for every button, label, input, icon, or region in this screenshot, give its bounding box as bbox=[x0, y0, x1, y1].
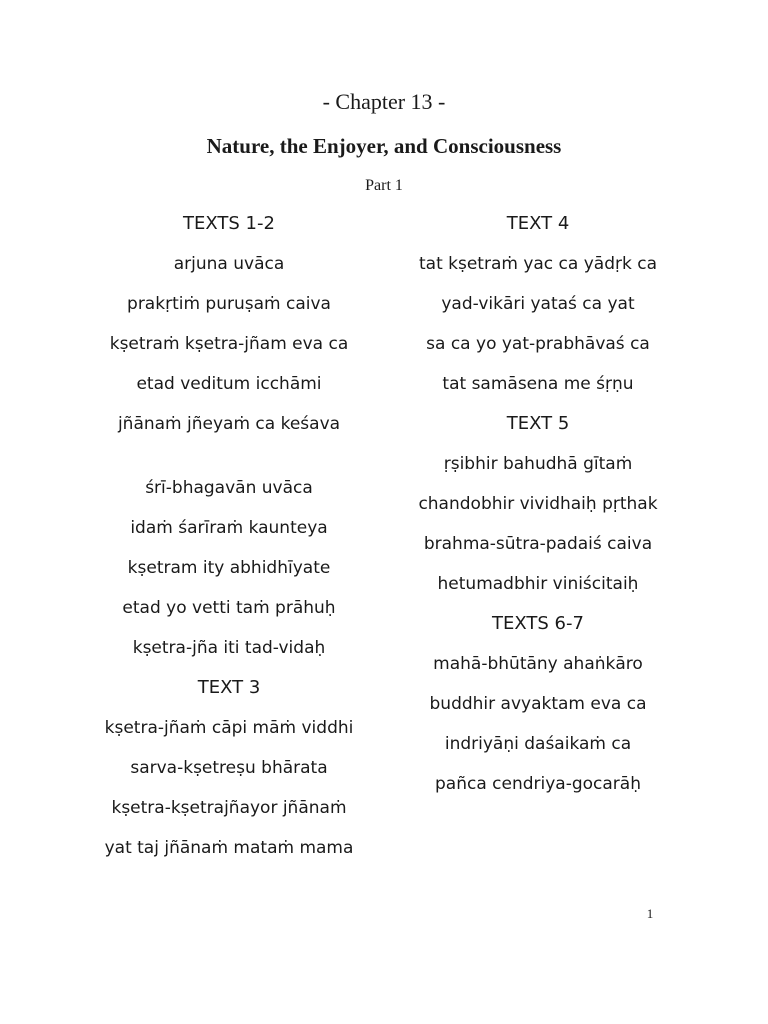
verse-line: yad-vikāri yataś ca yat bbox=[441, 294, 635, 314]
verse-line: hetumadbhir viniścitaiḥ bbox=[437, 574, 639, 594]
verse-line: etad yo vetti taṁ prāhuḥ bbox=[122, 598, 336, 618]
verse-line: kṣetraṁ kṣetra-jñam eva ca bbox=[109, 334, 349, 354]
verse-line: prakṛtiṁ puruṣaṁ caiva bbox=[127, 294, 331, 314]
verse-line: arjuna uvāca bbox=[173, 254, 285, 274]
verse-line: kṣetra-jñaṁ cāpi māṁ viddhi bbox=[104, 718, 354, 738]
verse-line: tat samāsena me śṛṇu bbox=[442, 374, 634, 394]
verse-line: yat taj jñānaṁ mataṁ mama bbox=[104, 838, 354, 858]
verse-line: brahma-sūtra-padaiś caiva bbox=[423, 534, 653, 554]
page-number: 1 bbox=[646, 906, 654, 921]
verse-line: etad veditum icchāmi bbox=[136, 374, 322, 394]
verse-line: pañca cendriya-gocarāḥ bbox=[435, 774, 641, 794]
verse-line: mahā-bhūtāny ahaṅkāro bbox=[433, 654, 643, 674]
verse-line: tat kṣetraṁ yac ca yādṛk ca bbox=[418, 254, 658, 274]
verse-line: śrī-bhagavān uvāca bbox=[145, 478, 313, 498]
right-verse-column bbox=[378, 204, 698, 804]
verse-line: sa ca yo yat-prabhāvaś ca bbox=[426, 334, 650, 354]
left-verse-column bbox=[69, 204, 389, 868]
verse-heading: TEXTS 1-2 bbox=[183, 213, 275, 234]
part-label: Part 1 bbox=[365, 177, 403, 194]
verse-heading: TEXT 3 bbox=[197, 677, 261, 698]
verse-line: idaṁ śarīraṁ kaunteya bbox=[130, 518, 328, 538]
stanza-gap bbox=[69, 444, 389, 468]
verse-heading: TEXTS 6-7 bbox=[492, 613, 584, 634]
chapter-title: - Chapter 13 - bbox=[322, 89, 446, 114]
verse-heading: TEXT 4 bbox=[506, 213, 570, 234]
verse-line: kṣetra-kṣetrajñayor jñānaṁ bbox=[111, 798, 347, 818]
verse-line: indriyāṇi daśaikaṁ ca bbox=[444, 734, 632, 754]
verse-line: kṣetram ity abhidhīyate bbox=[127, 558, 331, 578]
verse-line: sarva-kṣetreṣu bhārata bbox=[130, 758, 328, 778]
verse-heading: TEXT 5 bbox=[506, 413, 570, 434]
verse-line: chandobhir vividhaiḥ pṛthak bbox=[418, 494, 658, 514]
verse-line: ṛṣibhir bahudhā gītaṁ bbox=[443, 454, 633, 474]
verse-line: buddhir avyaktam eva ca bbox=[429, 694, 647, 714]
verse-line: kṣetra-jña iti tad-vidaḥ bbox=[132, 638, 326, 658]
verse-line: jñānaṁ jñeyaṁ ca keśava bbox=[117, 414, 341, 434]
chapter-subtitle: Nature, the Enjoyer, and Consciousness bbox=[206, 134, 562, 158]
